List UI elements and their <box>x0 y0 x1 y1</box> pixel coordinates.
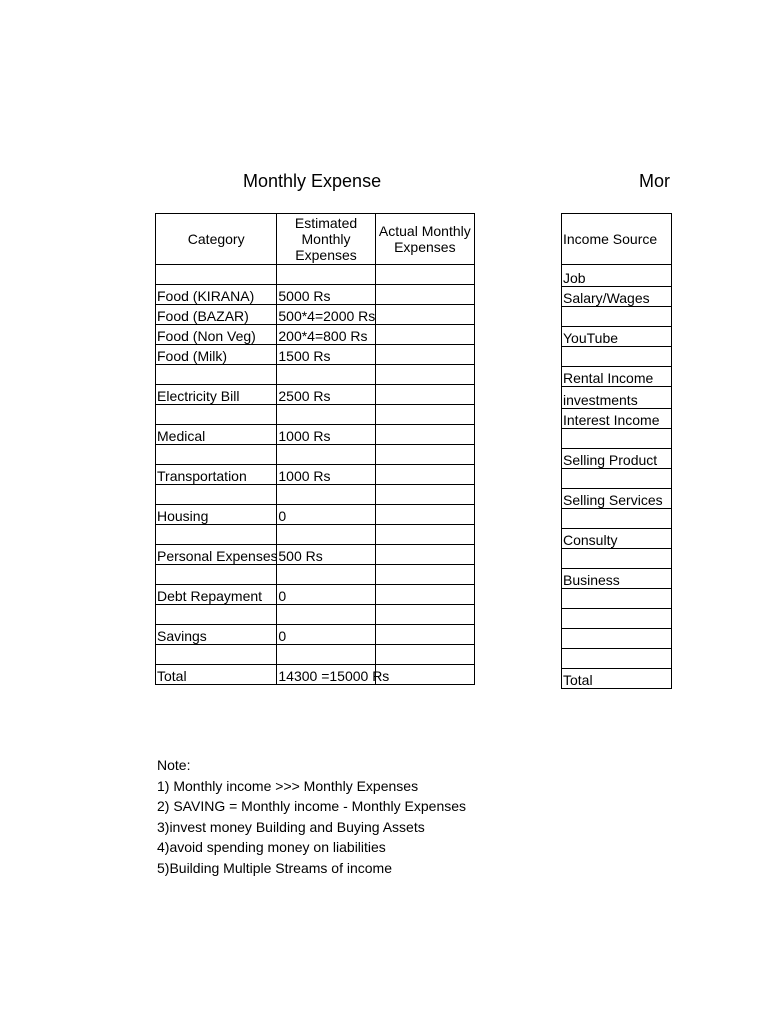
expense-row <box>156 605 475 625</box>
income-source-cell[interactable]: Business <box>562 569 672 589</box>
estimated-cell[interactable]: 5000 Rs <box>277 285 375 305</box>
income-table <box>561 213 672 689</box>
income-row <box>562 449 672 469</box>
category-cell[interactable] <box>156 445 277 465</box>
income-row <box>562 669 672 689</box>
income-row <box>562 489 672 509</box>
actual-cell[interactable] <box>375 325 474 345</box>
income-row <box>562 409 672 429</box>
category-cell[interactable] <box>156 525 277 545</box>
expense-row <box>156 465 475 485</box>
estimated-cell[interactable]: 500*4=2000 Rs <box>277 305 375 325</box>
income-source-cell[interactable]: Consulty <box>562 529 672 549</box>
expense-row <box>156 405 475 425</box>
category-cell[interactable]: Personal Expenses <box>156 545 277 565</box>
category-cell[interactable]: Savings <box>156 625 277 645</box>
actual-cell[interactable] <box>375 285 474 305</box>
estimated-cell[interactable] <box>277 645 375 665</box>
income-source-cell[interactable] <box>562 347 672 367</box>
income-row <box>562 265 672 287</box>
income-source-cell[interactable] <box>562 429 672 449</box>
actual-cell[interactable] <box>375 525 474 545</box>
income-row <box>562 367 672 387</box>
expense-row <box>156 565 475 585</box>
income-row <box>562 509 672 529</box>
income-source-cell[interactable] <box>562 629 672 649</box>
actual-cell[interactable] <box>375 265 474 285</box>
category-header: Category <box>156 214 277 265</box>
expense-row <box>156 425 475 445</box>
income-source-cell[interactable] <box>562 307 672 327</box>
income-row <box>562 549 672 569</box>
estimated-header: Estimated Monthly Expenses <box>277 214 375 265</box>
expense-table <box>155 213 475 685</box>
expense-row <box>156 265 475 285</box>
category-cell[interactable]: Debt Repayment <box>156 585 277 605</box>
income-source-cell[interactable]: Total <box>562 669 672 689</box>
expense-row <box>156 305 475 325</box>
estimated-cell[interactable] <box>277 485 375 505</box>
income-source-cell[interactable]: Salary/Wages <box>562 287 672 307</box>
expense-row <box>156 285 475 305</box>
expense-row <box>156 445 475 465</box>
actual-cell[interactable] <box>375 465 474 485</box>
category-cell[interactable] <box>156 365 277 385</box>
actual-header: Actual Monthly Expenses <box>375 214 474 265</box>
income-source-cell[interactable] <box>562 469 672 489</box>
note-line: 4)avoid spending money on liabilities <box>157 839 386 856</box>
income-row <box>562 529 672 549</box>
category-cell[interactable]: Food (Non Veg) <box>156 325 277 345</box>
expense-sheet-title: Monthly Expense <box>243 171 382 191</box>
income-row <box>562 387 672 409</box>
income-source-cell[interactable] <box>562 609 672 629</box>
income-row <box>562 649 672 669</box>
expense-row <box>156 325 475 345</box>
expense-row <box>156 625 475 645</box>
category-cell[interactable]: Electricity Bill <box>156 385 277 405</box>
expense-row <box>156 345 475 365</box>
income-row <box>562 429 672 449</box>
income-row <box>562 327 672 347</box>
estimated-cell[interactable]: 0 <box>277 585 375 605</box>
actual-cell[interactable] <box>375 665 474 685</box>
actual-cell[interactable] <box>375 585 474 605</box>
note-line: 3)invest money Building and Buying Assets <box>157 818 425 835</box>
actual-cell[interactable] <box>375 645 474 665</box>
actual-cell[interactable] <box>375 365 474 385</box>
actual-cell[interactable] <box>375 405 474 425</box>
income-source-label: Job <box>563 270 586 286</box>
note-line: 5)Building Multiple Streams of income <box>157 859 392 876</box>
estimated-cell[interactable]: 2500 Rs <box>277 385 375 405</box>
income-row <box>562 629 672 649</box>
actual-cell[interactable] <box>375 305 474 325</box>
actual-cell[interactable] <box>375 485 474 505</box>
income-row <box>562 609 672 629</box>
estimated-cell[interactable]: 0 <box>277 505 375 525</box>
category-cell[interactable]: Total <box>156 665 277 685</box>
category-cell[interactable]: Food (Milk) <box>156 345 277 365</box>
income-sheet-title: Mor <box>639 171 670 191</box>
estimated-cell[interactable]: 1000 Rs <box>277 425 375 445</box>
income-source-cell[interactable] <box>562 649 672 669</box>
income-source-header: Income Source <box>562 214 672 265</box>
estimated-cell[interactable]: 0 <box>277 625 375 645</box>
income-row <box>562 347 672 367</box>
income-source-cell[interactable]: Rental Income <box>562 367 672 387</box>
category-cell[interactable] <box>156 265 277 285</box>
income-source-cell[interactable]: Selling Product <box>562 449 672 469</box>
estimated-cell[interactable] <box>277 365 375 385</box>
expense-row <box>156 645 475 665</box>
income-source-cell[interactable]: Selling Services <box>562 489 672 509</box>
actual-cell[interactable] <box>375 345 474 365</box>
category-cell[interactable] <box>156 565 277 585</box>
category-cell[interactable] <box>156 405 277 425</box>
income-source-cell[interactable] <box>562 387 672 409</box>
category-cell[interactable]: Transportation <box>156 465 277 485</box>
income-row <box>562 589 672 609</box>
estimated-cell[interactable]: 14300 =15000 Rs <box>277 665 375 685</box>
estimated-cell[interactable] <box>277 605 375 625</box>
notes-heading: Note: <box>157 757 191 773</box>
income-source-cell[interactable]: Interest Income <box>562 409 672 429</box>
notes-section <box>157 755 466 879</box>
income-source-label: investments <box>563 392 638 408</box>
income-source-cell[interactable] <box>562 549 672 569</box>
expense-row <box>156 525 475 545</box>
actual-cell[interactable] <box>375 605 474 625</box>
income-row <box>562 287 672 307</box>
income-row <box>562 307 672 327</box>
estimated-cell[interactable] <box>277 445 375 465</box>
category-cell[interactable]: Housing <box>156 505 277 525</box>
income-source-cell[interactable] <box>562 589 672 609</box>
note-line: 1) Monthly income >>> Monthly Expenses <box>157 777 419 794</box>
actual-cell[interactable] <box>375 385 474 405</box>
category-cell[interactable] <box>156 645 277 665</box>
category-cell[interactable]: Food (BAZAR) <box>156 305 277 325</box>
income-row <box>562 469 672 489</box>
category-cell[interactable] <box>156 605 277 625</box>
expense-row <box>156 385 475 405</box>
expense-row <box>156 485 475 505</box>
income-row <box>562 569 672 589</box>
category-cell[interactable] <box>156 485 277 505</box>
expense-row <box>156 505 475 525</box>
expense-row <box>156 545 475 565</box>
actual-cell[interactable] <box>375 545 474 565</box>
income-header-row <box>562 214 672 265</box>
category-cell[interactable]: Medical <box>156 425 277 445</box>
estimated-cell[interactable] <box>277 565 375 585</box>
note-line: 2) SAVING = Monthly income - Monthly Expenses <box>157 798 467 815</box>
estimated-cell[interactable]: 1500 Rs <box>277 345 375 365</box>
actual-cell[interactable] <box>375 445 474 465</box>
estimated-cell[interactable] <box>277 525 375 545</box>
estimated-cell[interactable] <box>277 405 375 425</box>
expense-header-row <box>156 214 475 265</box>
expense-row <box>156 665 475 685</box>
category-cell[interactable]: Food (KIRANA) <box>156 285 277 305</box>
income-source-cell[interactable] <box>562 265 672 287</box>
estimated-cell[interactable]: 1000 Rs <box>277 465 375 485</box>
expense-row <box>156 585 475 605</box>
actual-cell[interactable] <box>375 425 474 445</box>
income-source-cell[interactable]: YouTube <box>562 327 672 347</box>
actual-cell[interactable] <box>375 565 474 585</box>
estimated-cell[interactable]: 200*4=800 Rs <box>277 325 375 345</box>
estimated-cell[interactable] <box>277 265 375 285</box>
actual-cell[interactable] <box>375 505 474 525</box>
income-source-cell[interactable] <box>562 509 672 529</box>
expense-row <box>156 365 475 385</box>
actual-cell[interactable] <box>375 625 474 645</box>
estimated-cell[interactable]: 500 Rs <box>277 545 375 565</box>
